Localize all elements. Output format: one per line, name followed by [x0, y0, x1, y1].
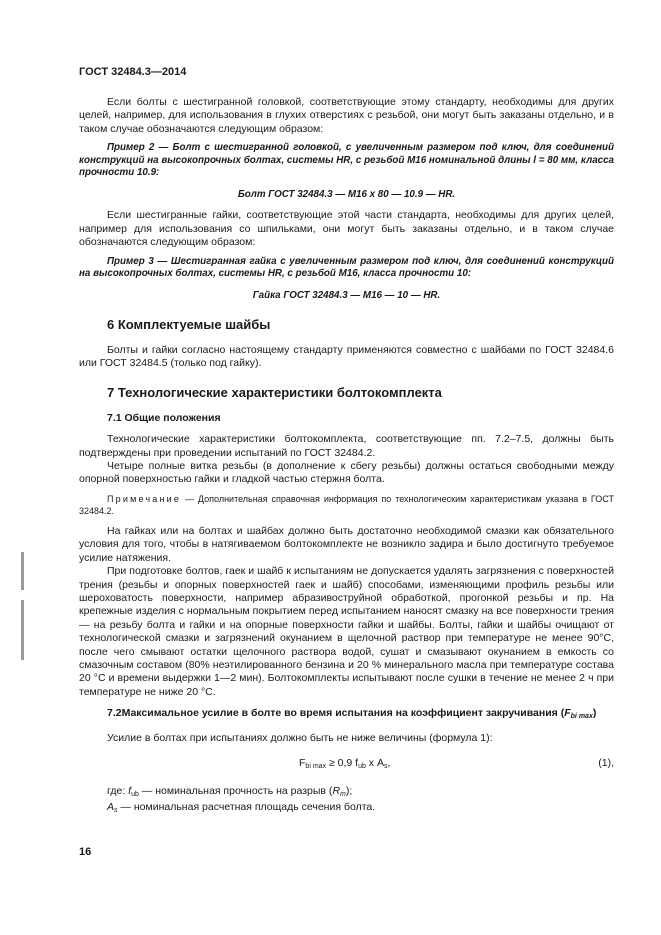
subsection-7-1-heading: 7.1 Общие положения [107, 411, 221, 424]
paragraph: Технологические характеристики болтокомплекта, соответствующие пп. 7.2–7.5, должны быть подтверждены при проведении испытаний по ГОСТ 32484.2. [79, 433, 614, 459]
paragraph: При подготовке болтов, гаек и шайб к испытаниям не допускается удалять загрязнения с поверхностей трения (резьбы и опорных поверхностей гаек и шайб) способами, изменяющими профиль резьбы или шероховатость поверхности, например абразивоструйной обработкой, прогонкой резьбы и пр. На крепежные изделия с нормальным покрытием перед испытанием наносят смазку на все поверхности трения — на резьбу болта и гайки и на опорные поверхности гайки и шайбы. Болты, гайки и шайбы очищают от технологической смазки и загрязнений окунанием в щелочной раствор при температуре не менее 90°С, после чего смывают остатки щелочного раствора водой, сушат и смазывают окунанием в емкость со смазочным составом (80% неэтилированного бензина и 20 % минерального масла при температуре состава 20 °С и времени выдержки 1—2 мин). Болтокомплекты испытывают после сушки в течение не менее 2 ч при температуре не ниже 20 °С. [79, 565, 614, 698]
example-2: Пример 2 — Болт с шестигранной головкой, с увеличенным размером под ключ, для соединений конструкций на высокопрочных болтах, системы HR, с резьбой M16 номинальной длины l = 80 мм, класса прочности 10.9: [79, 142, 614, 179]
document-header: ГОСТ 32484.3—2014 [79, 66, 187, 78]
subsection-7-2-heading: 7.2Максимальное усилие в болте во время испытания на коэффициент закручивания $(F_{bi max})$ [107, 707, 597, 721]
formula-number: (1), [598, 756, 614, 769]
note-label: Примечание [107, 493, 182, 504]
text-column [79, 96, 614, 818]
example-3: Пример 3 — Шестигранная гайка с увеличенным размером под ключ, для соединений конструкций на высокопрочных болтах, системы HR, с резьбой M16, класса прочности 10: [79, 255, 614, 280]
designation-bolt: Болт ГОСТ 32484.3 — М16 х 80 — 10.9 — HR. [237, 189, 456, 200]
paragraph: Усилие в болтах при испытаниях должно быть не ниже величины (формула 1): [107, 731, 493, 744]
formula-expression: $F_{bi max} \ge 0,9$ $f_{ub}$ х $A_s$, [299, 756, 391, 770]
paragraph: Четыре полные витка резьбы (в дополнение к сбегу резьбы) должны остаться свободными между опорной поверхностью гайки и гладкой частью стержня болта. [79, 460, 614, 486]
paragraph: На гайках или на болтах и шайбах должно быть достаточно необходимой смазки как обязательного условия для того, чтобы в натягиваемом болтокомплекте не возникло задира и было достигнуто требуемое усилие натяжения. [79, 524, 614, 564]
section-7-heading: 7 Технологические характеристики болтокомплекта [107, 385, 442, 401]
where-line-fub: где: $f_{ub}$ — номинальная прочность на разрыв $(R_m)$; [107, 784, 353, 798]
section-6-text: Болты и гайки согласно настоящему стандарту применяются совместно с шайбами по ГОСТ 32484.6 или ГОСТ 32484.5 (только под гайку). [79, 343, 614, 370]
formula-1 [79, 757, 614, 773]
note [79, 493, 614, 517]
note-text: — Дополнительная справочная информация по технологическим характеристикам указана в ГОСТ 32484.2. [79, 493, 614, 516]
section-6-heading: 6 Комплектуемые шайбы [107, 317, 271, 333]
revision-bar [21, 600, 24, 660]
paragraph: Если болты с шестигранной головкой, соответствующие этому стандарту, необходимы для других целей, например, для использования в глухих отверстиях с резьбой, они могут быть заказаны отдельно, и в таком случае обозначаются следующим образом: [79, 96, 614, 135]
revision-bar [21, 552, 24, 590]
paragraph: Если шестигранные гайки, соответствующие этой части стандарта, необходимы для других целей, например для использования со шпильками, они могут быть заказаны отдельно, и в таком случае обозначаются следующим образом: [79, 209, 614, 249]
where-line-as: $A_s$ — номинальная расчетная площадь сечения болта. [107, 801, 376, 815]
designation-nut: Гайка ГОСТ 32484.3 — М16 — 10 — HR. [252, 289, 441, 301]
page-number: 16 [79, 846, 92, 858]
